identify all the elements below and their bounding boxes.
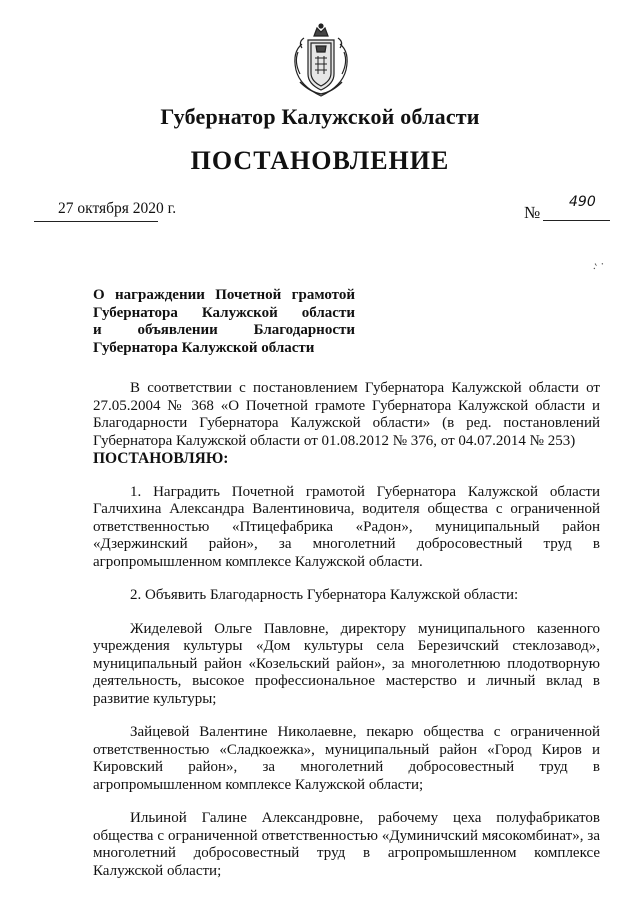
document-subject (93, 287, 355, 357)
item-1-paragraph: 1. Наградить Почетной грамотой Губернатора Калужской области Галчихина Александра Валентиновича, водителя общества с ограниченной ответственностью «Птицефабрика «Радон», муниципальный район «Дзержинский район», за многолетний добросовестный труд в агропромышленном комплексе Калужской области. (93, 483, 600, 570)
date-underline (34, 221, 158, 222)
margin-mark: ·' · (589, 256, 608, 276)
preamble-paragraph: В соответствии с постановлением Губернатора Калужской области от 27.05.2004 № 368 «О Почетной грамоте Губернатора Калужской области и Благодарности Губернатора Калужской области» (в ред. постановлений Губернатора Калужской области от 01.08.2012 № 376, от 04.07.2014 № 253) (93, 380, 600, 449)
number-underline (543, 220, 610, 221)
recipient-paragraph-1: Жиделевой Ольге Павловне, директору муниципального казенного учреждения культуры «Дом культуры села Березичский стеклозавод», муниципальный район «Козельский район», за многолетнюю плодотворную деятельность, высокое профессиональное мастерство и личный вклад в развитие культуры; (93, 620, 600, 707)
decree-word: ПОСТАНОВЛЯЮ: (93, 450, 229, 467)
document-number: 490 (569, 194, 596, 210)
subject-line-3: и объявлении Благодарности (93, 322, 355, 338)
subject-line-1: О награждении Почетной грамотой (93, 287, 355, 303)
recipient-paragraph-3: Ильиной Галине Александровне, рабочему цеха полуфабрикатов общества с ограниченной ответственностью «Думиничский мясокомбинат», за многолетний добросовестный труд в агропромышленном комплексе Калужской области; (93, 810, 600, 879)
document-type: ПОСТАНОВЛЕНИЕ (190, 146, 450, 175)
subject-line-2: Губернатора Калужской области (93, 304, 355, 321)
number-label: № (524, 203, 541, 222)
subject-line-4: Губернатора Калужской области (93, 339, 315, 356)
item-2-paragraph: 2. Объявить Благодарность Губернатора Калужской области: (130, 587, 519, 603)
recipient-paragraph-2: Зайцевой Валентине Николаевне, пекарю общества с ограниченной ответственностью «Сладкоежка», муниципальный район «Город Киров и Кировский район», за многолетний добросовестный труд в агропромышленном комплексе Калужской области; (93, 724, 600, 793)
document-date: 27 октября 2020 г. (58, 200, 177, 217)
document-body (93, 380, 600, 880)
authority-title: Губернатор Калужской области (160, 104, 480, 129)
kaluga-coat-of-arms-icon (290, 22, 352, 100)
